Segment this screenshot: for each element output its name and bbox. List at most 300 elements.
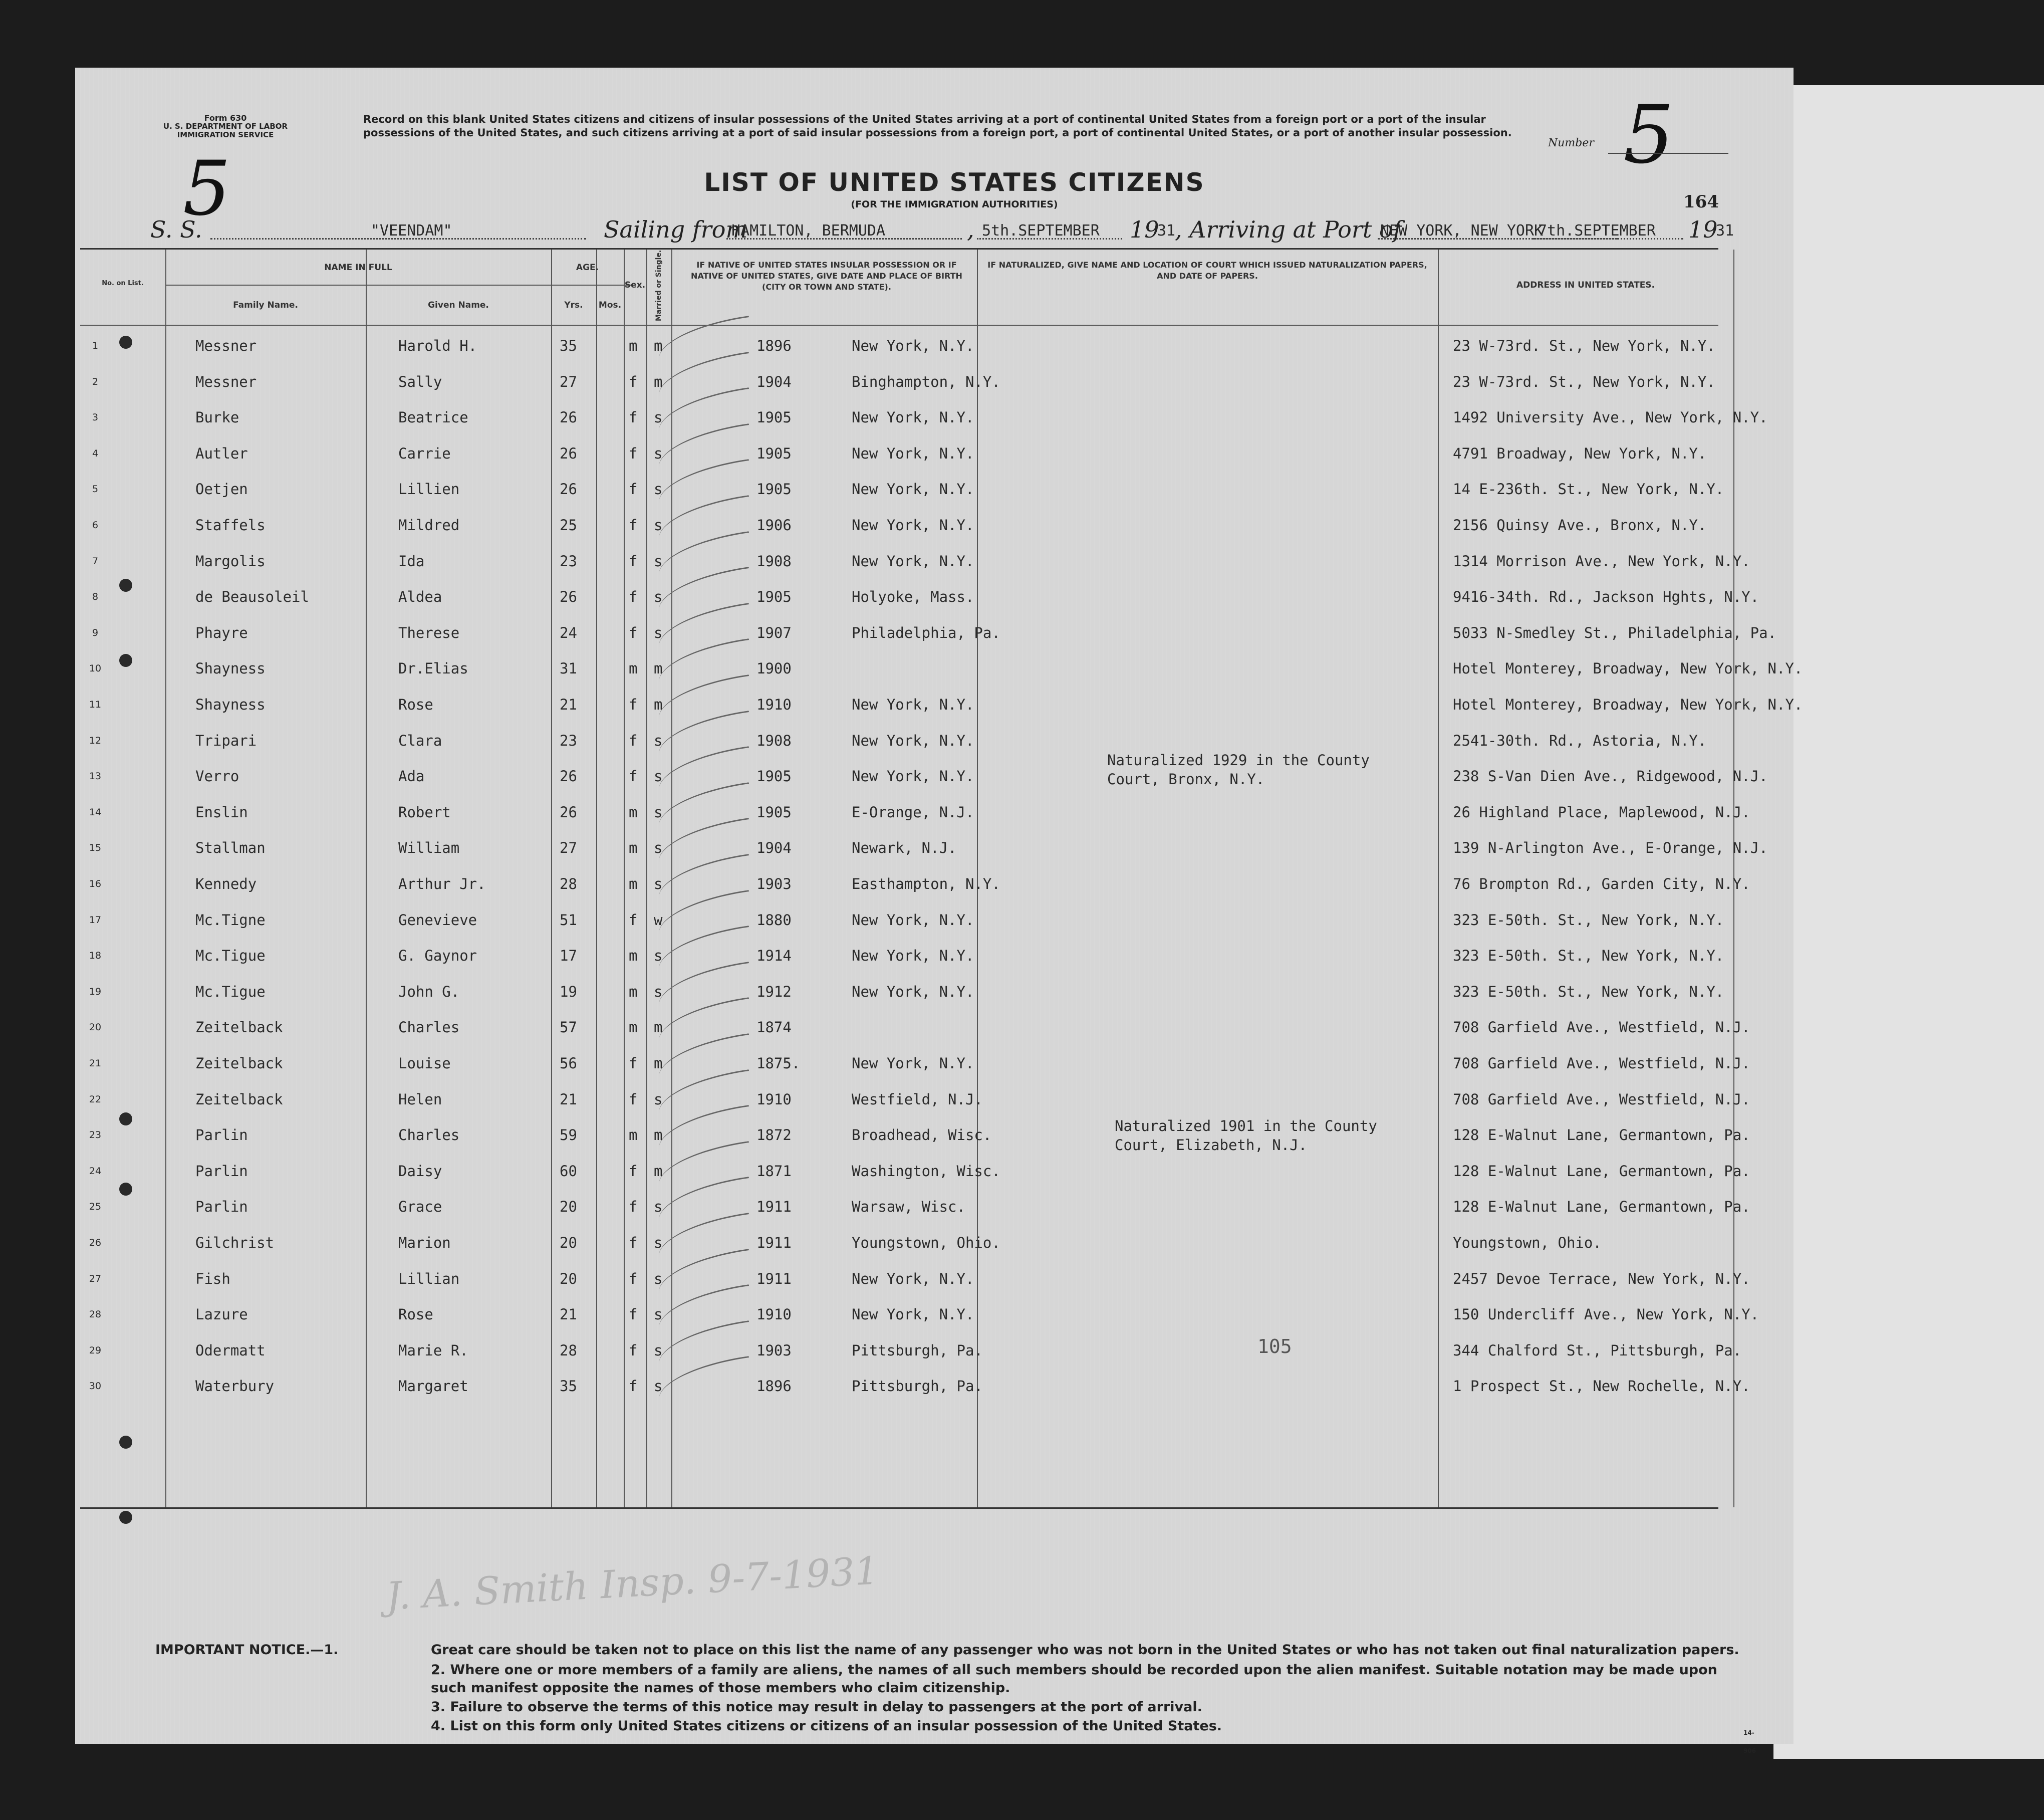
birth-place: New York, N.Y.: [852, 911, 974, 929]
number-value: 5: [1623, 88, 1674, 181]
ship-name: "VEENDAM": [371, 222, 452, 240]
marital-status: s: [654, 983, 663, 1000]
us-address: 5033 N-Smedley St., Philadelphia, Pa.: [1453, 624, 1777, 641]
given-name: Therese: [398, 624, 460, 641]
age-years: 56: [560, 1055, 577, 1072]
table-row: [80, 942, 1724, 978]
birth-year: 1905: [756, 444, 792, 462]
table-row: [80, 548, 1750, 584]
row-number: 18: [89, 950, 102, 962]
col-birth: IF NATIVE OF UNITED STATES INSULAR POSSESSION OR IF NATIVE OF UNITED STATES, GIVE DATE AND PLACE OF BIRTH (CITY OR TOWN AND STATE).: [691, 260, 962, 292]
arrive-year-prefix: 19: [1688, 216, 1718, 243]
row-number: 16: [89, 878, 102, 889]
age-years: 60: [560, 1162, 577, 1180]
sex: m: [629, 983, 638, 1000]
birth-year: 1904: [756, 373, 792, 390]
row-number: 25: [89, 1201, 102, 1213]
arriving-label: , Arriving at Port of: [1175, 216, 1402, 243]
document-subtitle: (FOR THE IMMIGRATION AUTHORITIES): [851, 199, 1058, 210]
row-number: 26: [89, 1237, 102, 1248]
given-name: Marion: [398, 1234, 451, 1251]
col-family-name: Family Name.: [233, 300, 298, 310]
family-name: Mc.Tigne: [195, 911, 266, 929]
row-number: 30: [89, 1381, 102, 1392]
us-address: 128 E-Walnut Lane, Germantown, Pa.: [1453, 1126, 1750, 1144]
table-row: [80, 368, 1718, 404]
sex: f: [629, 1234, 638, 1251]
marital-status: m: [654, 696, 663, 713]
birth-year: 1910: [756, 696, 792, 713]
age-years: 51: [560, 911, 577, 929]
birth-place: New York, N.Y.: [852, 1270, 974, 1287]
marital-status: s: [654, 947, 663, 965]
table-row: [80, 1229, 1718, 1265]
row-number: 1: [92, 340, 99, 351]
birth-year: 1910: [756, 1090, 792, 1108]
birth-place: New York, N.Y.: [852, 409, 974, 426]
birth-year: 1910: [756, 1306, 792, 1323]
birth-year: 1912: [756, 983, 792, 1000]
birth-place: Warsaw, Wisc.: [852, 1198, 965, 1216]
row-number: 11: [89, 699, 102, 710]
sail-year: 31: [1157, 222, 1176, 240]
number-line: [1608, 153, 1728, 154]
arrive-date-line: [1533, 238, 1683, 240]
row-number: 13: [89, 771, 102, 782]
table-row: [80, 1373, 1750, 1409]
age-years: 31: [560, 660, 577, 677]
given-name: Ada: [398, 768, 425, 785]
col-age: AGE.: [576, 263, 599, 273]
table-row: [80, 1086, 1750, 1122]
birth-year: 1872: [756, 1126, 792, 1144]
us-address: 344 Chalford St., Pittsburgh, Pa.: [1453, 1341, 1742, 1359]
age-years: 23: [560, 732, 577, 749]
sailing-from: HAMILTON, BERMUDA: [731, 222, 886, 240]
us-address: 708 Garfield Ave., Westfield, N.J.: [1453, 1055, 1750, 1072]
sex: m: [629, 660, 638, 677]
age-years: 26: [560, 588, 577, 606]
marital-status: s: [654, 1198, 663, 1216]
age-years: 57: [560, 1019, 577, 1036]
marital-status: w: [654, 911, 663, 929]
marital-status: s: [654, 588, 663, 606]
arriving-port: NEW YORK, NEW YORK: [1380, 222, 1544, 240]
sex: m: [629, 1019, 638, 1036]
family-name: Kennedy: [195, 875, 257, 892]
family-name: Parlin: [195, 1162, 248, 1180]
back-sheet: [1773, 85, 2044, 1759]
given-name: John G.: [398, 983, 460, 1000]
age-years: 25: [560, 517, 577, 534]
table-row: [80, 476, 1724, 512]
given-name: Charles: [398, 1019, 460, 1036]
print-code: 14-906: [1743, 1729, 1756, 1754]
given-name: Lillian: [398, 1270, 460, 1287]
family-name: Waterbury: [195, 1378, 275, 1395]
sex: f: [629, 481, 638, 498]
sex: f: [629, 588, 638, 606]
table-row: [80, 1193, 1750, 1229]
sex: f: [629, 1341, 638, 1359]
marital-status: s: [654, 1270, 663, 1287]
us-address: 150 Undercliff Ave., New York, N.Y.: [1453, 1306, 1759, 1323]
row-number: 4: [92, 447, 99, 459]
age-years: 27: [560, 373, 577, 390]
row-number: 22: [89, 1093, 102, 1105]
family-name: de Beausoleil: [195, 588, 309, 606]
marital-status: m: [654, 660, 663, 677]
marital-status: s: [654, 409, 663, 426]
birth-year: 1908: [756, 732, 792, 749]
voyage-line: S. S. "VEENDAM" Sailing from HAMILTON, BERMUDA , 5th.SEPTEMBER 19 31 , Arriving at Port of NEW YORK, NEW YORK 7th.SEPTEMBER 19 31: [150, 216, 1734, 243]
birth-year: 1905: [756, 588, 792, 606]
notice-heading: IMPORTANT NOTICE.—1.: [155, 1642, 339, 1658]
marital-status: m: [654, 1055, 663, 1072]
row-number: 14: [89, 806, 102, 818]
col-address: ADDRESS IN UNITED STATES.: [1516, 280, 1655, 290]
row-number: 5: [92, 484, 99, 495]
table-row: [80, 763, 1768, 799]
family-name: Gilchrist: [195, 1234, 275, 1251]
birth-place: New York, N.Y.: [852, 444, 974, 462]
row-number: 6: [92, 520, 99, 531]
given-name: Carrie: [398, 444, 451, 462]
us-address: 708 Garfield Ave., Westfield, N.J.: [1453, 1019, 1750, 1036]
col-naturalized: IF NATURALIZED, GIVE NAME AND LOCATION OF COURT WHICH ISSUED NATURALIZATION PAPERS, AND DATE OF PAPERS.: [987, 260, 1427, 281]
us-address: 23 W-73rd. St., New York, N.Y.: [1453, 337, 1715, 354]
us-address: 2156 Quinsy Ave., Bronx, N.Y.: [1453, 517, 1707, 534]
age-years: 17: [560, 947, 577, 965]
age-years: 59: [560, 1126, 577, 1144]
birth-place: Broadhead, Wisc.: [852, 1126, 992, 1144]
given-name: Grace: [398, 1198, 442, 1216]
document-title: LIST OF UNITED STATES CITIZENS: [704, 168, 1205, 197]
marital-status: s: [654, 803, 663, 821]
table-row: [80, 512, 1718, 548]
birth-year: 1908: [756, 552, 792, 570]
given-name: Rose: [398, 1306, 433, 1323]
birth-place: Philadelphia, Pa.: [852, 624, 1000, 641]
us-address: 23 W-73rd. St., New York, N.Y.: [1453, 373, 1715, 390]
notice-item-3: 3. Failure to observe the terms of this notice may result in delay to passengers at the port of arrival.: [431, 1699, 1202, 1715]
form-number: Form 630: [204, 113, 247, 123]
table-row: [80, 1158, 1750, 1194]
birth-year: 1871: [756, 1162, 792, 1180]
table-row: [80, 727, 1718, 763]
given-name: Dr.Elias: [398, 660, 468, 677]
sex: f: [629, 1198, 638, 1216]
family-name: Mc.Tigue: [195, 947, 266, 965]
arrive-date: 7th.SEPTEMBER: [1538, 222, 1656, 240]
given-name: Arthur Jr.: [398, 875, 486, 892]
age-years: 24: [560, 624, 577, 641]
sex: f: [629, 444, 638, 462]
row-number: 19: [89, 986, 102, 997]
table-row: [80, 1014, 1750, 1050]
family-name: Zeitelback: [195, 1090, 283, 1108]
us-address: 128 E-Walnut Lane, Germantown, Pa.: [1453, 1198, 1750, 1216]
family-name: Autler: [195, 444, 248, 462]
birth-year: 1896: [756, 1378, 792, 1395]
birth-place: New York, N.Y.: [852, 947, 974, 965]
given-name: Sally: [398, 373, 442, 390]
marital-status: s: [654, 1306, 663, 1323]
age-years: 26: [560, 409, 577, 426]
sail-date: 5th.SEPTEMBER: [982, 222, 1100, 240]
row-number: 7: [92, 555, 99, 567]
us-address: 139 N-Arlington Ave., E-Orange, N.J.: [1453, 839, 1768, 857]
table-row: [80, 1050, 1750, 1086]
page-number: 164: [1683, 192, 1719, 212]
table-row: [80, 870, 1750, 906]
manifest-page: [75, 68, 1803, 1754]
sex: m: [629, 947, 638, 965]
birth-place: Youngstown, Ohio.: [852, 1234, 1000, 1251]
given-name: Beatrice: [398, 409, 468, 426]
marital-status: s: [654, 732, 663, 749]
marital-status: s: [654, 1234, 663, 1251]
birth-year: 1880: [756, 911, 792, 929]
given-name: Mildred: [398, 517, 460, 534]
given-name: Marie R.: [398, 1341, 468, 1359]
sex: f: [629, 1162, 638, 1180]
row-number: 10: [89, 663, 102, 674]
marital-status: s: [654, 444, 663, 462]
age-years: 20: [560, 1198, 577, 1216]
family-name: Shayness: [195, 696, 266, 713]
birth-year: 1905: [756, 481, 792, 498]
age-years: 21: [560, 1090, 577, 1108]
given-name: Charles: [398, 1126, 460, 1144]
sex: m: [629, 875, 638, 892]
family-name: Tripari: [195, 732, 257, 749]
marital-status: m: [654, 337, 663, 354]
family-name: Parlin: [195, 1126, 248, 1144]
row-number: 8: [92, 591, 99, 603]
birth-year: 1905: [756, 768, 792, 785]
sailing-label: Sailing from: [604, 216, 748, 243]
table-row: [80, 1301, 1759, 1337]
col-name-in-full: NAME IN FULL: [324, 263, 392, 273]
age-years: 26: [560, 481, 577, 498]
birth-year: 1900: [756, 660, 792, 677]
table-row: [80, 655, 1803, 691]
table-row: [80, 691, 1803, 727]
handwritten-mark: 5: [183, 145, 231, 233]
age-years: 26: [560, 444, 577, 462]
marital-status: s: [654, 552, 663, 570]
sex: m: [629, 803, 638, 821]
us-address: 1492 University Ave., New York, N.Y.: [1453, 409, 1768, 426]
given-name: Genevieve: [398, 911, 477, 929]
age-years: 19: [560, 983, 577, 1000]
sex: f: [629, 732, 638, 749]
age-years: 35: [560, 337, 577, 354]
sail-date-line: [977, 238, 1122, 240]
marital-status: s: [654, 517, 663, 534]
arrive-year: 31: [1716, 222, 1734, 240]
birth-year: 1911: [756, 1270, 792, 1287]
family-name: Oetjen: [195, 481, 248, 498]
sex: m: [629, 337, 638, 354]
marital-status: s: [654, 839, 663, 857]
family-name: Messner: [195, 337, 257, 354]
sex: f: [629, 768, 638, 785]
us-address: 323 E-50th. St., New York, N.Y.: [1453, 947, 1724, 965]
row-number: 17: [89, 914, 102, 926]
sex: f: [629, 1306, 638, 1323]
age-years: 26: [560, 803, 577, 821]
age-years: 28: [560, 1341, 577, 1359]
row-number: 24: [89, 1165, 102, 1177]
row-number: 28: [89, 1309, 102, 1320]
birth-year: 1875.: [756, 1055, 801, 1072]
age-years: 20: [560, 1270, 577, 1287]
sex: f: [629, 696, 638, 713]
col-no-on-list: No. on List.: [102, 280, 144, 287]
marital-status: s: [654, 1341, 663, 1359]
birth-place: Binghampton, N.Y.: [852, 373, 1000, 390]
col-married: Married or Single.: [655, 250, 663, 321]
col-yrs: Yrs.: [564, 300, 583, 310]
us-address: 4791 Broadway, New York, N.Y.: [1453, 444, 1707, 462]
birth-place: New York, N.Y.: [852, 1306, 974, 1323]
us-address: Hotel Monterey, Broadway, New York, N.Y.: [1453, 660, 1803, 677]
birth-year: 1903: [756, 1341, 792, 1359]
family-name: Odermatt: [195, 1341, 266, 1359]
number-label: Number: [1548, 137, 1594, 149]
age-years: 27: [560, 839, 577, 857]
us-address: 708 Garfield Ave., Westfield, N.J.: [1453, 1090, 1750, 1108]
family-name: Enslin: [195, 803, 248, 821]
row-number: 9: [92, 627, 99, 638]
sex: f: [629, 1270, 638, 1287]
ss-label: S. S.: [150, 216, 202, 243]
sex: f: [629, 517, 638, 534]
table-row: [80, 1265, 1750, 1301]
us-address: Youngstown, Ohio.: [1453, 1234, 1602, 1251]
birth-place: Easthampton, N.Y.: [852, 875, 1000, 892]
row-number: 12: [89, 735, 102, 746]
birth-year: 1911: [756, 1234, 792, 1251]
birth-place: Holyoke, Mass.: [852, 588, 974, 606]
col-mos: Mos.: [598, 300, 622, 310]
birth-place: Washington, Wisc.: [852, 1162, 1000, 1180]
birth-year: 1907: [756, 624, 792, 641]
us-address: 323 E-50th. St., New York, N.Y.: [1453, 983, 1724, 1000]
service: IMMIGRATION SERVICE: [177, 130, 274, 139]
family-name: Lazure: [195, 1306, 248, 1323]
table-row: [80, 404, 1768, 440]
record-notice: Record on this blank United States citizens and citizens of insular possessions of the United States arriving at a port of continental United States from a foreign port or a port of the insular possessions of the United States, and such citizens arriving at a port of said insular possessions from a foreign port, a port of continental United States, or a port of another insular possession.: [363, 113, 1512, 139]
department: U. S. DEPARTMENT OF LABOR: [163, 122, 288, 131]
family-name: Zeitelback: [195, 1055, 283, 1072]
notice-item-2: 2. Where one or more members of a family are aliens, the names of all such members should be recorded upon the alien manifest. Suitable notation may be made upon such manifest opposite the names of those members who claim citizenship.: [431, 1662, 1717, 1696]
birth-place: New York, N.Y.: [852, 517, 974, 534]
row-number: 3: [92, 412, 99, 423]
birth-year: 1911: [756, 1198, 792, 1216]
naturalization-note-2: Naturalized 1901 in the County Court, Elizabeth, N.J.: [1115, 1117, 1377, 1154]
given-name: Clara: [398, 732, 442, 749]
marital-status: m: [654, 1019, 663, 1036]
sex: f: [629, 1090, 638, 1108]
table-row: [80, 799, 1750, 835]
sex: m: [629, 1126, 638, 1144]
given-name: Helen: [398, 1090, 442, 1108]
family-name: Parlin: [195, 1198, 248, 1216]
col-sex: Sex.: [624, 280, 646, 290]
passenger-table: [80, 248, 1803, 1509]
table-row: [80, 619, 1777, 655]
sail-year-prefix: 19: [1130, 216, 1159, 243]
table-row: [80, 978, 1724, 1014]
punch-hole: [119, 1511, 132, 1524]
birth-place: Newark, N.J.: [852, 839, 957, 857]
row-number: 27: [89, 1273, 102, 1284]
birth-year: 1906: [756, 517, 792, 534]
marital-status: s: [654, 875, 663, 892]
row-number: 2: [92, 376, 99, 387]
stamp: 105: [1257, 1335, 1292, 1357]
birth-place: New York, N.Y.: [852, 337, 974, 354]
table-row: [80, 1121, 1750, 1158]
row-number: 15: [89, 842, 102, 854]
family-name: Staffels: [195, 517, 266, 534]
marital-status: s: [654, 624, 663, 641]
age-years: 23: [560, 552, 577, 570]
birth-place: E-Orange, N.J.: [852, 803, 974, 821]
us-address: 2541-30th. Rd., Astoria, N.Y.: [1453, 732, 1707, 749]
birth-place: New York, N.Y.: [852, 481, 974, 498]
naturalization-note-1: Naturalized 1929 in the County Court, Bronx, N.Y.: [1107, 752, 1370, 788]
marital-status: m: [654, 373, 663, 390]
col-given-name: Given Name.: [428, 300, 489, 310]
marital-status: s: [654, 481, 663, 498]
marital-status: s: [654, 768, 663, 785]
form-identifier: [135, 114, 316, 139]
us-address: Hotel Monterey, Broadway, New York, N.Y.: [1453, 696, 1803, 713]
table-row: [80, 583, 1759, 619]
us-address: 76 Brompton Rd., Garden City, N.Y.: [1453, 875, 1750, 892]
marital-status: m: [654, 1126, 663, 1144]
birth-place: Pittsburgh, Pa.: [852, 1341, 983, 1359]
birth-year: 1905: [756, 803, 792, 821]
birth-place: New York, N.Y.: [852, 983, 974, 1000]
us-address: 26 Highland Place, Maplewood, N.J.: [1453, 803, 1750, 821]
given-name: G. Gaynor: [398, 947, 477, 965]
birth-place: New York, N.Y.: [852, 552, 974, 570]
birth-year: 1874: [756, 1019, 792, 1036]
given-name: William: [398, 839, 460, 857]
table-row: [80, 440, 1718, 476]
family-name: Mc.Tigue: [195, 983, 266, 1000]
family-name: Verro: [195, 768, 239, 785]
age-years: 35: [560, 1378, 577, 1395]
row-number: 29: [89, 1344, 102, 1356]
us-address: 1314 Morrison Ave., New York, N.Y.: [1453, 552, 1750, 570]
notice-item-4: 4. List on this form only United States citizens or citizens of an insular possession of the United States.: [431, 1718, 1222, 1734]
birth-place: Westfield, N.J.: [852, 1090, 983, 1108]
birth-place: New York, N.Y.: [852, 696, 974, 713]
given-name: Harold H.: [398, 337, 477, 354]
family-name: Stallman: [195, 839, 266, 857]
sex: f: [629, 911, 638, 929]
sex: f: [629, 624, 638, 641]
table-row: [80, 906, 1724, 943]
row-number: 20: [89, 1022, 102, 1033]
birth-year: 1903: [756, 875, 792, 892]
